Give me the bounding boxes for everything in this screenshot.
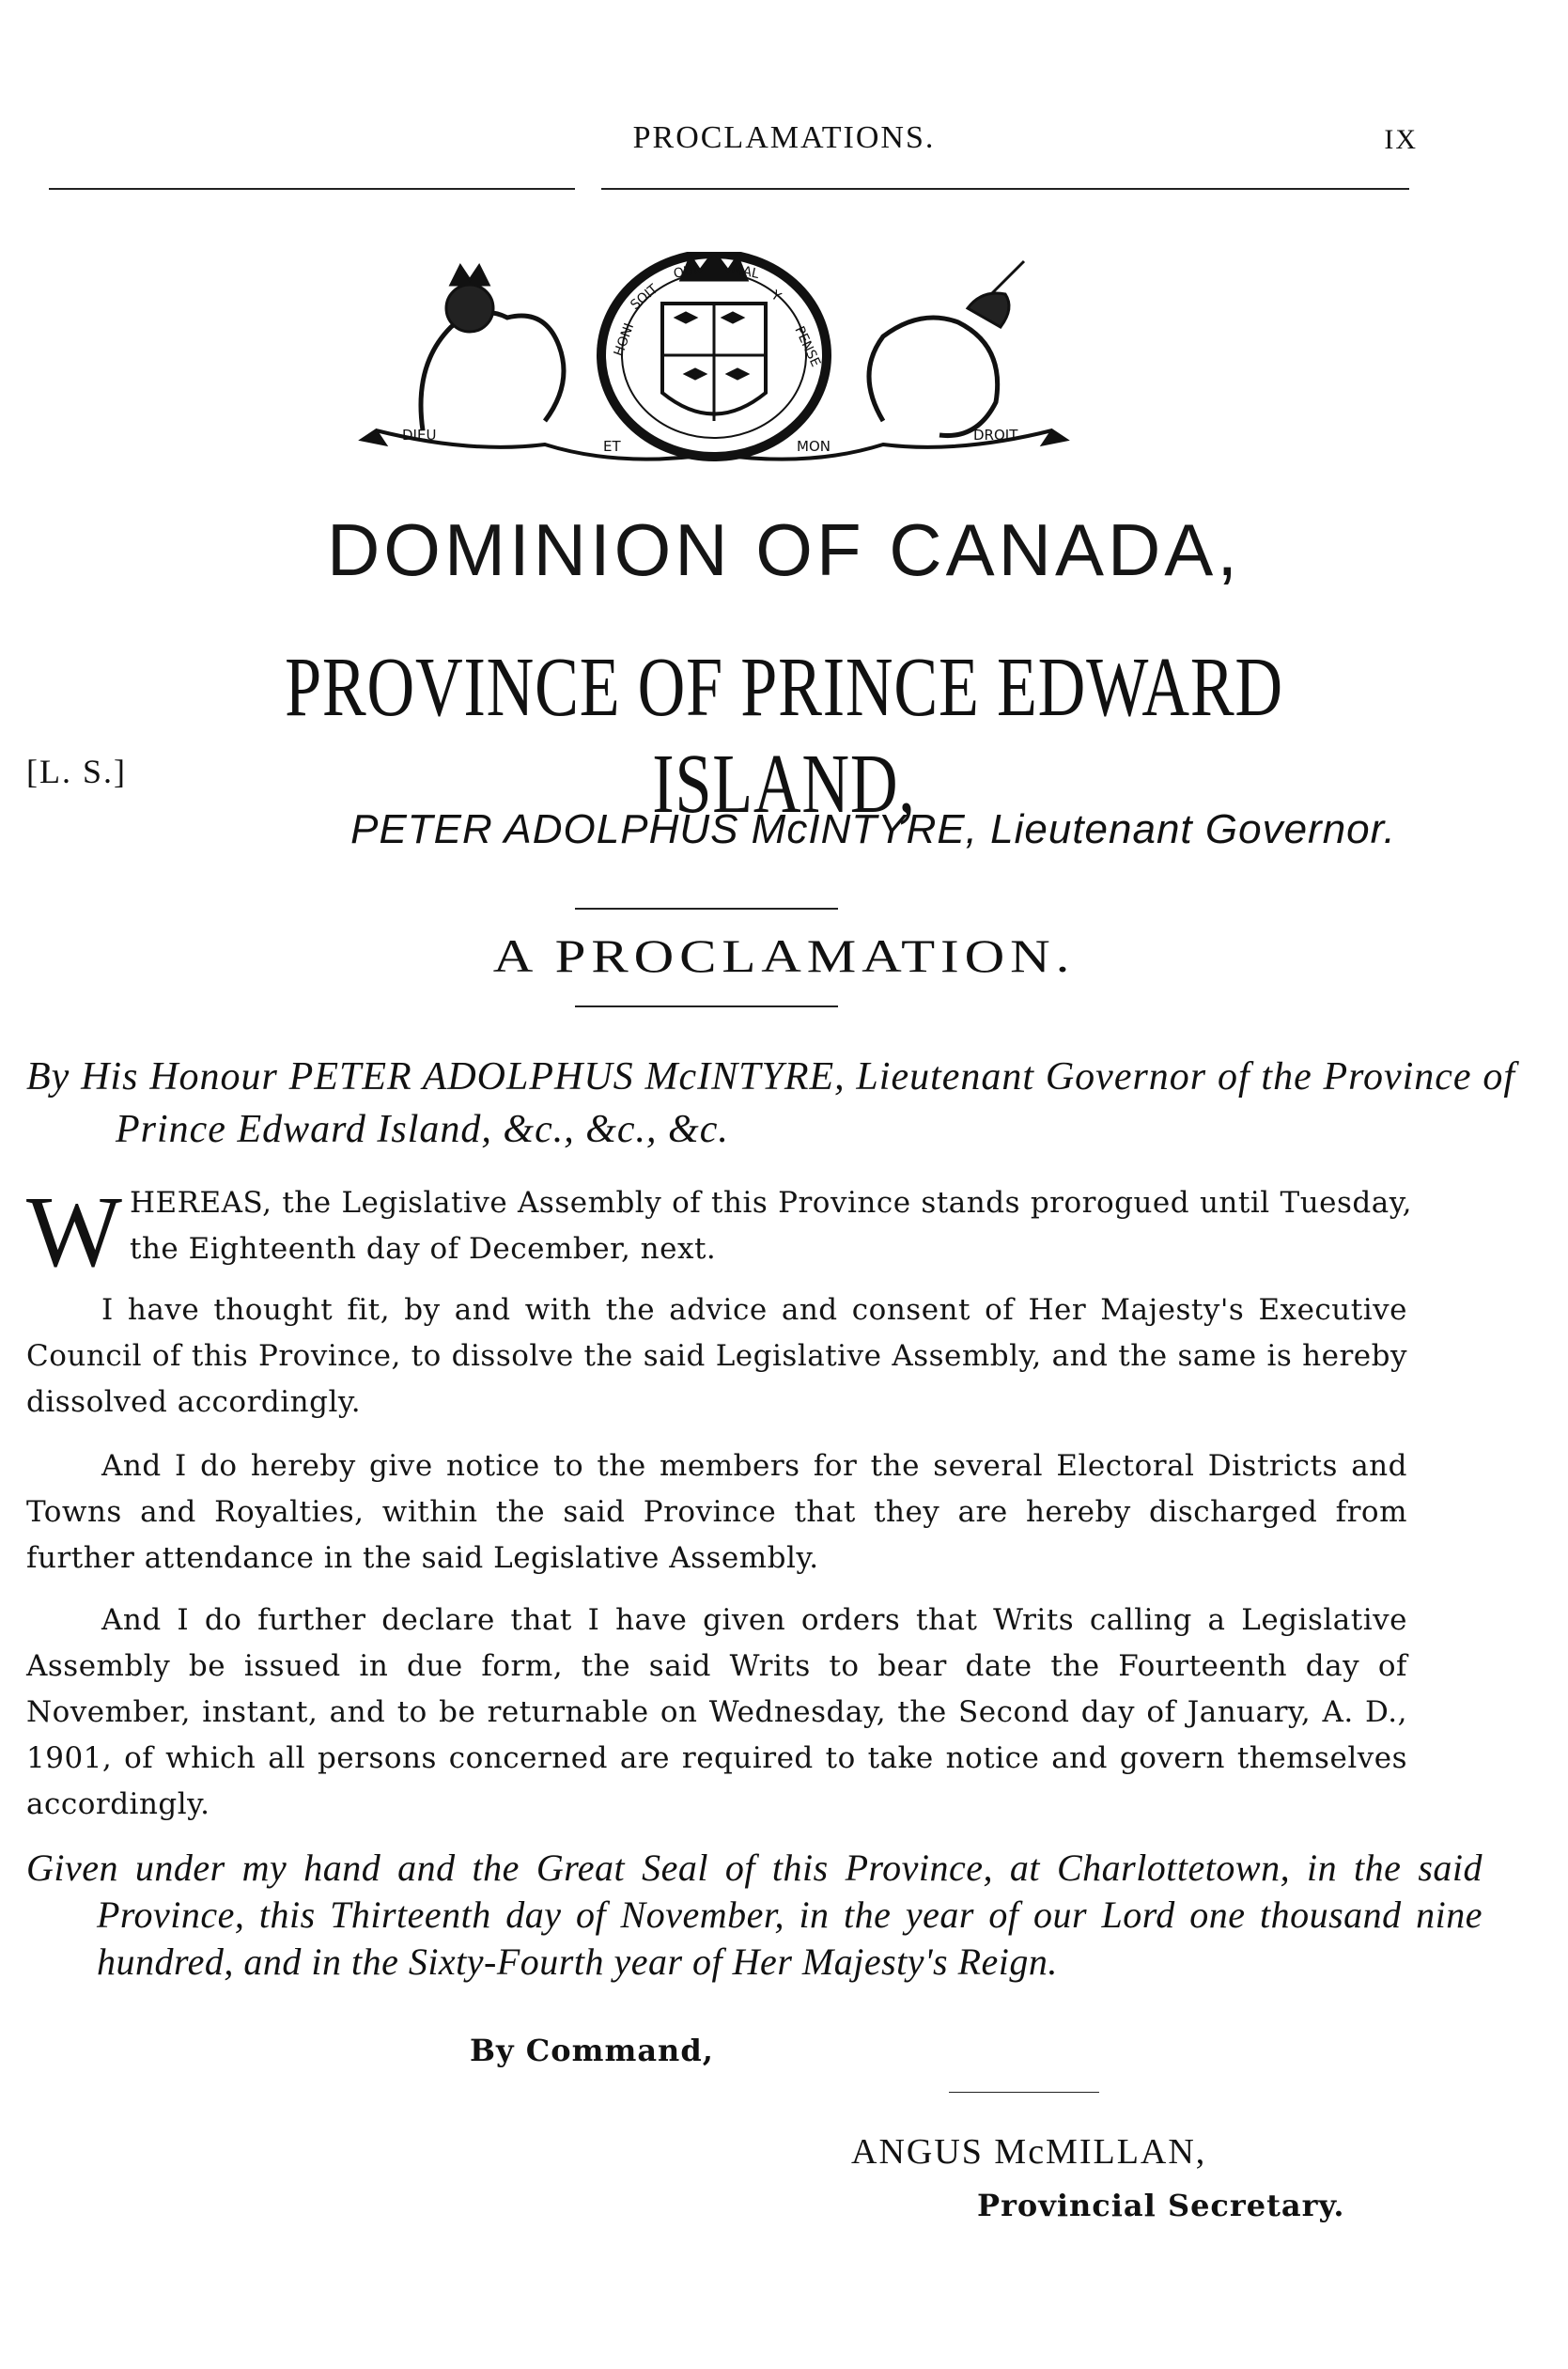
writs-paragraph: And I do further declare that I have given orders that Writs calling a Legislative Assembly be issued in due form, the said Writs to bear date the Fourteenth day of November, instant, and to be returnable on Wednesday, the Second day of January, A. D., 1901, of which all persons concerned are required to take notice and govern themselves accordingly. (26, 1603, 1407, 1821)
running-title: PROCLAMATIONS. (632, 120, 936, 155)
governor-line: PETER ADOLPHUS McINTYRE, Lieutenant Governor. (350, 806, 1396, 852)
title-rule-bottom (575, 1005, 838, 1007)
header-rule-right (601, 188, 1409, 190)
province-heading: PROVINCE OF PRINCE EDWARD ISLAND, (285, 641, 1283, 831)
running-head (0, 120, 1568, 167)
drop-cap: W (26, 1177, 122, 1288)
garter-honi: HONI (611, 320, 638, 359)
garter-y: Y (768, 288, 784, 305)
signer-name: ANGUS McMILLAN, (851, 2132, 1207, 2172)
motto-droit: DROIT (973, 427, 1018, 444)
signer-title: Provincial Secretary. (977, 2188, 1345, 2223)
by-honour-paragraph: By His Honour PETER ADOLPHUS McINTYRE, Lieutenant Governor of the Province of Prince Edward Island, &c., &c., &c. (26, 1055, 1515, 1151)
header-rule-left (49, 188, 575, 190)
garter-soit: SOIT (628, 281, 661, 314)
notice-paragraph: And I do hereby give notice to the members for the several Electoral Districts and Towns and Royalties, within the said Province that they are hereby discharged from further attendance in the said Legislative Assembly. (26, 1449, 1407, 1575)
dominion-heading: DOMINION OF CANADA, (326, 508, 1242, 591)
by-command: By Command, (470, 2033, 714, 2068)
garter-pense: PENSE (791, 323, 824, 369)
dissolve-paragraph: I have thought fit, by and with the advice and consent of Her Majesty's Executive Council of this Province, to dissolve the said Legislative Assembly, and the same is hereby dissolved accordingly. (26, 1293, 1407, 1419)
seal-mark: [L. S.] (26, 753, 127, 790)
whereas-paragraph: HEREAS, the Legislative Assembly of this Province stands prorogued until Tuesday, the Eighteenth day of December, next. (130, 1186, 1412, 1266)
motto-mon: MON (797, 438, 831, 455)
motto-et: ET (603, 438, 621, 455)
royal-coat-of-arms (357, 252, 1071, 468)
title-rule-top (575, 908, 838, 910)
page-number: IX (1384, 124, 1418, 155)
garter-mal: MAL (730, 261, 761, 283)
motto-dieu: DIEU (402, 427, 437, 444)
given-under-hand-paragraph: Given under my hand and the Great Seal of this Province, at Charlottetown, in the said Province, this Thirteenth day of November, in the year of our Lord one thousand nine hundred, and in the Sixty-Fourth year of Her Majesty's Reign. (26, 1847, 1483, 1983)
signature-rule (949, 2092, 1099, 2093)
proclamation-title: A PROCLAMATION. (492, 929, 1076, 982)
garter-qui: QUI (672, 261, 699, 282)
